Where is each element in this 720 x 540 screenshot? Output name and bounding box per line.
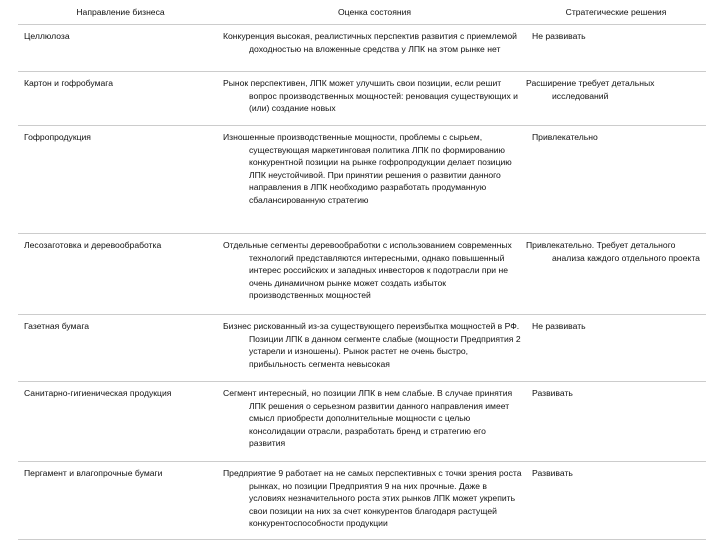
cell-decision: Расширение требует детальных исследований — [526, 72, 706, 126]
cell-assessment: Предприятие 9 работает на не самых перспективных с точки зрения роста рынках, но позиции Предприятия 9 на них прочные. Даже в условиях незначительного роста этих рынков ЛПК может укрепить свои позиции на них за счет конкурентов благодаря растущей конкурентоспособности продукции — [223, 462, 526, 540]
cell-decision: Привлекательно. Требует детального анализа каждого отдельного проекта — [526, 234, 706, 315]
table-row — [18, 25, 706, 72]
header-assessment: Оценка состояния — [223, 0, 526, 25]
cell-direction: Целлюлоза — [18, 25, 223, 72]
cell-direction: Гофропродукция — [18, 126, 223, 234]
cell-direction: Картон и гофробумага — [18, 72, 223, 126]
cell-assessment: Сегмент интересный, но позиции ЛПК в нем слабые. В случае принятия ЛПК решения о серьезном развитии данного направления имеет смысл приобрести дополнительные мощности с целью консолидации отрасли, разработать бренд и стратегию его развития — [223, 382, 526, 462]
cell-assessment: Отдельные сегменты деревообработки с использованием современных технологий представляются интересными, однако повышенный интерес российских и западных инвесторов к подотрасли при не очень динамичном рынке может создать избыток производственных мощностей — [223, 234, 526, 315]
table-row — [18, 315, 706, 382]
table-row — [18, 72, 706, 126]
header-decision: Стратегические решения — [526, 0, 706, 25]
strategy-table — [18, 0, 706, 540]
table-row — [18, 462, 706, 540]
cell-direction: Санитарно-гигиеническая продукция — [18, 382, 223, 462]
cell-assessment: Изношенные производственные мощности, проблемы с сырьем, существующая маркетинговая политика ЛПК по формированию конкурентной позиции на рынке гофропродукции делает позицию ЛПК неустойчивой. При принятии решения о развитии данного направления в ЛПК необходимо разработать продуманную сбалансированную стратегию — [223, 126, 526, 234]
cell-decision: Привлекательно — [526, 126, 706, 234]
cell-decision: Не развивать — [526, 315, 706, 382]
cell-direction: Лесозаготовка и деревообработка — [18, 234, 223, 315]
cell-direction: Газетная бумага — [18, 315, 223, 382]
cell-assessment: Конкуренция высокая, реалистичных перспектив развития с приемлемой доходностью на вложенные средства у ЛПК на этом рынке нет — [223, 25, 526, 72]
cell-assessment: Бизнес рискованный из-за существующего переизбытка мощностей в РФ. Позиции ЛПК в данном сегменте слабые (мощности Предприятия 2 устарели и изношены). Рынок растет не очень быстро, прибыльность сегмента невысокая — [223, 315, 526, 382]
cell-decision: Развивать — [526, 462, 706, 540]
header-direction: Направление бизнеса — [18, 0, 223, 25]
table-row — [18, 382, 706, 462]
table-row — [18, 126, 706, 234]
table-row — [18, 234, 706, 315]
cell-assessment: Рынок перспективен, ЛПК может улучшить свои позиции, если решит вопрос производственных мощностей: реновация существующих и (или) создание новых — [223, 72, 526, 126]
cell-direction: Пергамент и влагопрочные бумаги — [18, 462, 223, 540]
cell-decision: Развивать — [526, 382, 706, 462]
cell-decision: Не развивать — [526, 25, 706, 72]
table-header-row — [18, 0, 706, 25]
